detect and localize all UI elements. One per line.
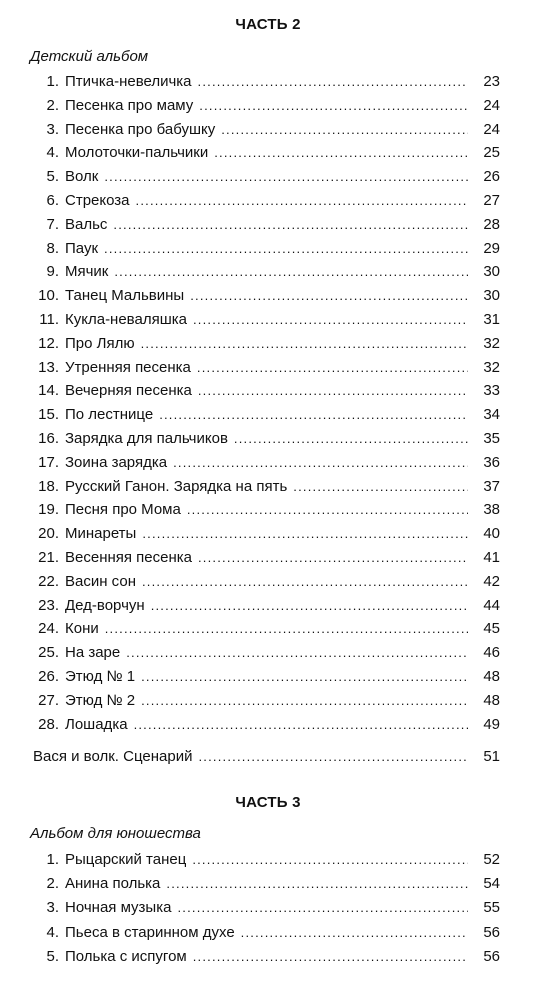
toc-entry <box>0 284 536 308</box>
dot-leader <box>198 70 468 94</box>
toc-entry <box>0 546 536 570</box>
entry-page-number: 48 <box>483 667 500 685</box>
entry-number: 7. <box>46 215 59 233</box>
toc-entry <box>0 379 536 403</box>
entry-title: На заре <box>65 644 121 662</box>
entry-title: Рыцарский танец <box>65 851 187 868</box>
toc-entry <box>0 260 536 284</box>
entry-leader <box>65 594 468 618</box>
entry-page-number: 45 <box>483 620 500 638</box>
entry-title: Стрекоза <box>65 191 130 209</box>
entry-leader <box>65 379 468 403</box>
entry-title: Ночная музыка <box>65 899 172 917</box>
entry-title: Дед-ворчун <box>65 596 145 614</box>
toc-entry <box>0 141 536 165</box>
dot-leader <box>141 689 468 713</box>
entry-title: Этюд № 1 <box>65 667 136 685</box>
entry-page-number: 48 <box>483 691 500 709</box>
entry-leader <box>65 641 468 665</box>
entry-page-number: 23 <box>483 73 500 90</box>
part-3-album-title: Альбом для юношества <box>30 825 201 842</box>
entry-title: Васин сон <box>65 572 136 590</box>
entry-number: 15. <box>38 406 59 424</box>
entry-title: Утренняя песенка <box>65 358 191 376</box>
entry-page-number: 31 <box>483 310 500 328</box>
entry-page-number: 40 <box>483 525 500 543</box>
entry-page-number: 32 <box>483 358 500 376</box>
dot-leader <box>159 403 468 427</box>
entry-number: 23. <box>38 596 59 614</box>
entry-number: 22. <box>38 572 59 590</box>
entry-title: Русский Ганон. Зарядка на пять <box>65 477 288 495</box>
entry-leader <box>65 356 468 380</box>
entry-page-number: 49 <box>483 715 500 733</box>
scenario-page-number: 51 <box>483 748 500 765</box>
entry-number: 9. <box>46 263 59 281</box>
entry-title: Лошадка <box>65 715 128 733</box>
toc-entry <box>0 118 536 142</box>
entry-title: Этюд № 2 <box>65 691 136 709</box>
entry-page-number: 24 <box>483 96 500 114</box>
dot-leader <box>190 284 468 308</box>
entry-number: 14. <box>38 382 59 400</box>
entry-number: 13. <box>38 358 59 376</box>
dot-leader <box>234 427 468 451</box>
entry-page-number: 26 <box>483 168 500 186</box>
dot-leader <box>214 141 468 165</box>
toc-entry <box>0 189 536 213</box>
toc-entry <box>0 94 536 118</box>
entry-leader <box>65 570 468 594</box>
entry-leader <box>65 451 468 475</box>
entry-leader <box>65 665 468 689</box>
entry-leader <box>65 475 468 499</box>
scenario-title: Вася и волк. Сценарий <box>33 748 193 765</box>
entry-number: 18. <box>38 477 59 495</box>
entry-leader <box>65 522 468 546</box>
toc-entry <box>0 641 536 665</box>
entry-number: 19. <box>38 501 59 519</box>
entry-title: Вечерняя песенка <box>65 382 192 400</box>
entry-title: Вальс <box>65 215 108 233</box>
entry-page-number: 54 <box>483 875 500 893</box>
part-2-contents-list <box>0 70 536 736</box>
entry-leader <box>65 308 468 332</box>
scenario-leader <box>33 745 468 769</box>
entry-leader <box>65 94 468 118</box>
dot-leader <box>126 641 468 665</box>
entry-number: 5. <box>46 168 59 186</box>
entry-page-number: 30 <box>483 287 500 305</box>
entry-leader <box>65 498 468 522</box>
entry-page-number: 32 <box>483 334 500 352</box>
entry-title: По лестнице <box>65 406 154 424</box>
dot-leader <box>193 308 468 332</box>
dot-leader <box>134 713 468 737</box>
entry-leader <box>65 689 468 713</box>
entry-title: Птичка-невеличка <box>65 73 192 90</box>
entry-title: Мячик <box>65 263 109 281</box>
dot-leader <box>198 379 468 403</box>
dot-leader <box>105 617 468 641</box>
entry-page-number: 52 <box>483 851 500 868</box>
toc-entry <box>0 945 536 969</box>
entry-title: Кони <box>65 620 99 638</box>
entry-page-number: 41 <box>483 548 500 566</box>
entry-page-number: 35 <box>483 429 500 447</box>
dot-leader <box>173 451 468 475</box>
toc-entry <box>0 213 536 237</box>
dot-leader <box>198 745 468 769</box>
dot-leader <box>142 570 468 594</box>
dot-leader <box>199 94 468 118</box>
dot-leader <box>293 475 468 499</box>
entry-page-number: 30 <box>483 263 500 281</box>
toc-entry <box>0 921 536 945</box>
entry-page-number: 27 <box>483 191 500 209</box>
entry-leader <box>65 848 468 872</box>
entry-title: Песенка про маму <box>65 96 194 114</box>
entry-number: 2. <box>46 875 59 893</box>
entry-title: Зоина зарядка <box>65 453 168 471</box>
entry-page-number: 55 <box>483 899 500 917</box>
dot-leader <box>241 921 468 945</box>
dot-leader <box>136 189 468 213</box>
entry-title: Песенка про бабушку <box>65 120 216 138</box>
entry-number: 26. <box>38 667 59 685</box>
dot-leader <box>177 896 468 920</box>
dot-leader <box>142 522 468 546</box>
part-3-heading: ЧАСТЬ 3 <box>235 794 301 811</box>
entry-leader <box>65 546 468 570</box>
entry-number: 21. <box>38 548 59 566</box>
entry-page-number: 56 <box>483 947 500 965</box>
toc-entry <box>0 594 536 618</box>
entry-title: Минареты <box>65 525 137 543</box>
dot-leader <box>151 594 468 618</box>
toc-entry <box>0 332 536 356</box>
entry-leader <box>65 945 468 969</box>
dot-leader <box>166 872 468 896</box>
entry-title: Полька с испугом <box>65 947 187 965</box>
entry-number: 27. <box>38 691 59 709</box>
entry-number: 3. <box>46 899 59 917</box>
toc-entry <box>0 617 536 641</box>
entry-leader <box>65 427 468 451</box>
entry-page-number: 33 <box>483 382 500 400</box>
dot-leader <box>192 848 468 872</box>
entry-number: 6. <box>46 191 59 209</box>
entry-title: Волк <box>65 168 99 186</box>
part-3-contents-list <box>0 848 536 969</box>
toc-entry <box>0 848 536 872</box>
dot-leader <box>221 118 468 142</box>
entry-leader <box>65 118 468 142</box>
entry-number: 28. <box>38 715 59 733</box>
dot-leader <box>141 332 468 356</box>
dot-leader <box>104 237 468 261</box>
entry-page-number: 24 <box>483 120 500 138</box>
entry-number: 1. <box>46 851 59 868</box>
entry-page-number: 44 <box>483 596 500 614</box>
dot-leader <box>193 945 468 969</box>
entry-number: 10. <box>38 287 59 305</box>
toc-entry <box>0 451 536 475</box>
dot-leader <box>198 546 468 570</box>
entry-leader <box>65 213 468 237</box>
toc-entry <box>0 165 536 189</box>
toc-entry <box>0 237 536 261</box>
entry-number: 11. <box>39 310 59 328</box>
entry-number: 20. <box>38 525 59 543</box>
dot-leader <box>141 665 468 689</box>
entry-page-number: 34 <box>483 406 500 424</box>
entry-leader <box>65 713 468 737</box>
entry-page-number: 42 <box>483 572 500 590</box>
entry-leader <box>65 141 468 165</box>
toc-entry <box>0 689 536 713</box>
toc-entry <box>0 403 536 427</box>
entry-leader <box>65 165 468 189</box>
entry-leader <box>65 617 468 641</box>
entry-page-number: 37 <box>483 477 500 495</box>
entry-number: 25. <box>38 644 59 662</box>
entry-number: 1. <box>46 73 59 90</box>
toc-entry <box>0 498 536 522</box>
scenario-entry <box>0 745 536 769</box>
entry-page-number: 38 <box>483 501 500 519</box>
entry-page-number: 56 <box>483 923 500 941</box>
toc-entry <box>0 872 536 896</box>
entry-page-number: 28 <box>483 215 500 233</box>
entry-number: 3. <box>46 120 59 138</box>
dot-leader <box>104 165 468 189</box>
entry-title: Паук <box>65 239 99 257</box>
toc-entry <box>0 70 536 94</box>
entry-leader <box>65 403 468 427</box>
entry-page-number: 25 <box>483 144 500 162</box>
entry-number: 8. <box>46 239 59 257</box>
dot-leader <box>187 498 468 522</box>
toc-entry <box>0 356 536 380</box>
entry-title: Кукла-неваляшка <box>65 310 187 328</box>
entry-leader <box>65 260 468 284</box>
entry-number: 4. <box>46 144 59 162</box>
toc-entry <box>0 570 536 594</box>
entry-number: 12. <box>38 334 59 352</box>
toc-entry <box>0 427 536 451</box>
entry-leader <box>65 332 468 356</box>
entry-leader <box>65 872 468 896</box>
entry-number: 16. <box>38 429 59 447</box>
entry-number: 2. <box>46 96 59 114</box>
part-2-heading: ЧАСТЬ 2 <box>235 16 301 33</box>
dot-leader <box>197 356 468 380</box>
entry-leader <box>65 284 468 308</box>
dot-leader <box>113 213 468 237</box>
entry-page-number: 36 <box>483 453 500 471</box>
entry-title: Про Лялю <box>65 334 135 352</box>
toc-entry <box>0 522 536 546</box>
toc-entry <box>0 896 536 920</box>
entry-title: Весенняя песенка <box>65 548 192 566</box>
entry-title: Танец Мальвины <box>65 287 185 305</box>
entry-page-number: 29 <box>483 239 500 257</box>
toc-entry <box>0 665 536 689</box>
entry-title: Молоточки-пальчики <box>65 144 209 162</box>
entry-number: 5. <box>46 947 59 965</box>
part-2-album-title: Детский альбом <box>30 48 149 65</box>
entry-title: Пьеса в старинном духе <box>65 923 235 941</box>
toc-entry <box>0 308 536 332</box>
entry-number: 24. <box>38 620 59 638</box>
entry-number: 17. <box>38 453 59 471</box>
entry-leader <box>65 921 468 945</box>
entry-title: Анина полька <box>65 875 161 893</box>
toc-entry <box>0 475 536 499</box>
toc-entry <box>0 713 536 737</box>
entry-title: Песня про Мома <box>65 501 181 519</box>
entry-number: 4. <box>46 923 59 941</box>
entry-title: Зарядка для пальчиков <box>65 429 228 447</box>
dot-leader <box>114 260 468 284</box>
entry-leader <box>65 896 468 920</box>
entry-leader <box>65 189 468 213</box>
entry-page-number: 46 <box>483 644 500 662</box>
entry-leader <box>65 237 468 261</box>
entry-leader <box>65 70 468 94</box>
